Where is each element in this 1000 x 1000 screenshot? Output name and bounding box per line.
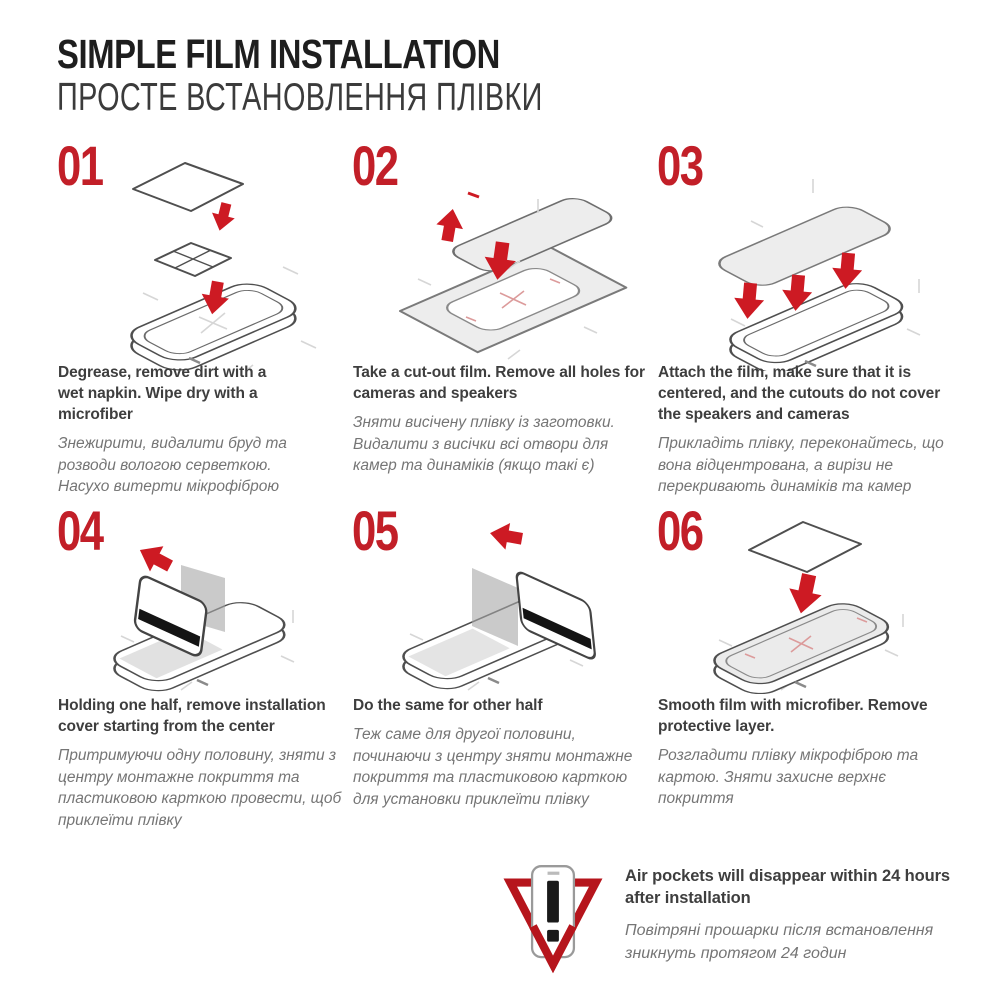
step-text-en: Attach the film, make sure that it is centered, and the cutouts do not cover the speakers and cameras bbox=[658, 364, 941, 423]
warning-text-uk: Повітряні прошарки після встановлення зникнуть протягом 24 годин bbox=[625, 922, 934, 962]
step-text-uk: Прикладіть плівку, переконайтесь, що вона відцентрована, а вирізи не перекривають динаміків та камер bbox=[658, 435, 944, 495]
step-number: 03 bbox=[657, 134, 703, 197]
microfiber-icon bbox=[155, 243, 231, 276]
step-text-uk: Розгладити плівку мікрофіброю та картою. Зняти захисне верхнє покриття bbox=[658, 747, 919, 807]
step-text-en: Smooth film with microfiber. Remove protective layer. bbox=[658, 697, 928, 735]
step-05-illustration bbox=[380, 518, 620, 694]
up-arrow-icon bbox=[434, 207, 466, 244]
warning-note bbox=[503, 858, 981, 978]
down-arrow-icon bbox=[208, 201, 237, 234]
red-mark bbox=[468, 193, 479, 197]
warning-text-en: Air pockets will disappear within 24 hours after installation bbox=[625, 867, 950, 907]
exclamation-mark bbox=[547, 881, 559, 923]
step-text-en: Holding one half, remove installation cover starting from the center bbox=[58, 697, 326, 735]
step-text-uk: Знежирити, видалити бруд та розводи вологою серветкою. Насухо витерти мікрофіброю bbox=[58, 435, 287, 495]
main-title: SIMPLE FILM INSTALLATION bbox=[57, 31, 500, 77]
step-text-en: Do the same for other half bbox=[353, 697, 543, 714]
film bbox=[711, 179, 898, 289]
microfiber-icon bbox=[749, 522, 861, 572]
left-arrow-icon bbox=[488, 520, 525, 552]
step-number: 02 bbox=[352, 134, 398, 197]
step-number: 06 bbox=[657, 499, 703, 562]
step-text-uk: Притримуючи одну половину, зняти з центру монтажне покриття та пластиковою карткою провести, щоб приклеїти плівку bbox=[58, 747, 342, 829]
step-number: 01 bbox=[57, 134, 103, 197]
up-left-arrow-icon bbox=[133, 537, 177, 578]
step-06-illustration bbox=[685, 518, 925, 694]
step-04-illustration bbox=[85, 518, 325, 694]
step-02-illustration bbox=[388, 159, 628, 371]
step-number: 04 bbox=[57, 499, 103, 562]
step-text-en: Degrease, remove dirt with a wet napkin. Wipe dry with a microfiber bbox=[58, 364, 267, 423]
warning-triangle-icon bbox=[503, 858, 603, 978]
down-arrow-icon bbox=[732, 282, 765, 320]
subtitle: ПРОСТЕ ВСТАНОВЛЕННЯ ПЛІВКИ bbox=[57, 76, 543, 119]
step-01-illustration bbox=[93, 159, 333, 371]
step-text-uk: Зняти висічену плівку із заготовки. Видалити з висічки всі отвори для камер та динаміків (якщо такі є) bbox=[353, 414, 615, 474]
step-03-illustration bbox=[693, 159, 933, 371]
step-text-en: Take a cut-out film. Remove all holes for cameras and speakers bbox=[353, 364, 645, 402]
step-text-uk: Теж саме для другої половини, починаючи з центру зняти монтажне покриття та пластиковою карткою для установки приклеїти плівку bbox=[353, 726, 633, 808]
step-number: 05 bbox=[352, 499, 398, 562]
